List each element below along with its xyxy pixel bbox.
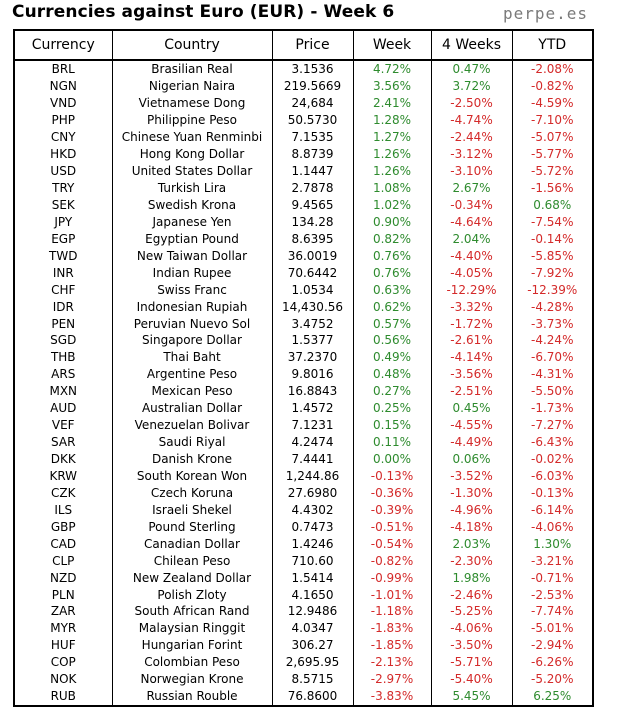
cell-4-weeks: 2.03% bbox=[431, 535, 512, 552]
cell-price: 4.4302 bbox=[272, 501, 353, 518]
cell-price: 8.5715 bbox=[272, 671, 353, 688]
cell-ytd: -6.26% bbox=[512, 654, 593, 671]
table-row bbox=[14, 417, 593, 434]
cell-week: 1.08% bbox=[353, 180, 431, 197]
cell-currency: AUD bbox=[14, 400, 112, 417]
cell-week: 0.27% bbox=[353, 383, 431, 400]
table-row bbox=[14, 383, 593, 400]
cell-ytd: -4.28% bbox=[512, 298, 593, 315]
cell-4-weeks: -1.72% bbox=[431, 315, 512, 332]
cell-week: -3.83% bbox=[353, 688, 431, 706]
cell-currency: ZAR bbox=[14, 603, 112, 620]
cell-ytd: -0.02% bbox=[512, 451, 593, 468]
cell-4-weeks: -4.96% bbox=[431, 501, 512, 518]
cell-ytd: -6.14% bbox=[512, 501, 593, 518]
cell-4-weeks: 0.45% bbox=[431, 400, 512, 417]
cell-price: 70.6442 bbox=[272, 264, 353, 281]
cell-week: 0.76% bbox=[353, 247, 431, 264]
cell-country: Japanese Yen bbox=[112, 213, 272, 230]
cell-country: Philippine Peso bbox=[112, 112, 272, 129]
cell-country: Swedish Krona bbox=[112, 197, 272, 214]
cell-price: 1.1447 bbox=[272, 163, 353, 180]
cell-price: 24,684 bbox=[272, 95, 353, 112]
cell-4-weeks: -3.52% bbox=[431, 468, 512, 485]
cell-price: 8.6395 bbox=[272, 230, 353, 247]
cell-price: 2,695.95 bbox=[272, 654, 353, 671]
table-row bbox=[14, 688, 593, 706]
table-row bbox=[14, 518, 593, 535]
cell-currency: PLN bbox=[14, 586, 112, 603]
cell-country: Israeli Shekel bbox=[112, 501, 272, 518]
cell-ytd: 0.68% bbox=[512, 197, 593, 214]
cell-ytd: -2.53% bbox=[512, 586, 593, 603]
cell-4-weeks: -4.64% bbox=[431, 213, 512, 230]
cell-price: 4.0347 bbox=[272, 620, 353, 637]
cell-country: Mexican Peso bbox=[112, 383, 272, 400]
cell-country: Russian Rouble bbox=[112, 688, 272, 706]
cell-currency: NGN bbox=[14, 78, 112, 95]
cell-currency: RUB bbox=[14, 688, 112, 706]
cell-ytd: -7.74% bbox=[512, 603, 593, 620]
cell-price: 9.4565 bbox=[272, 197, 353, 214]
cell-country: Brasilian Real bbox=[112, 60, 272, 78]
cell-ytd: 6.25% bbox=[512, 688, 593, 706]
cell-week: 1.26% bbox=[353, 163, 431, 180]
cell-week: -0.54% bbox=[353, 535, 431, 552]
table-row bbox=[14, 332, 593, 349]
cell-currency: CZK bbox=[14, 484, 112, 501]
table-row bbox=[14, 281, 593, 298]
cell-price: 8.8739 bbox=[272, 146, 353, 163]
cell-currency: KRW bbox=[14, 468, 112, 485]
cell-ytd: -6.03% bbox=[512, 468, 593, 485]
cell-4-weeks: -5.25% bbox=[431, 603, 512, 620]
cell-week: 0.11% bbox=[353, 434, 431, 451]
cell-price: 50.5730 bbox=[272, 112, 353, 129]
cell-week: -0.39% bbox=[353, 501, 431, 518]
cell-ytd: -5.01% bbox=[512, 620, 593, 637]
table-row bbox=[14, 230, 593, 247]
cell-country: Australian Dollar bbox=[112, 400, 272, 417]
table-row bbox=[14, 163, 593, 180]
cell-4-weeks: -4.49% bbox=[431, 434, 512, 451]
table-row bbox=[14, 637, 593, 654]
cell-week: -1.18% bbox=[353, 603, 431, 620]
cell-currency: VEF bbox=[14, 417, 112, 434]
cell-week: -0.82% bbox=[353, 552, 431, 569]
cell-country: Hong Kong Dollar bbox=[112, 146, 272, 163]
cell-ytd: -6.70% bbox=[512, 349, 593, 366]
cell-ytd: -7.10% bbox=[512, 112, 593, 129]
cell-currency: IDR bbox=[14, 298, 112, 315]
cell-4-weeks: -2.51% bbox=[431, 383, 512, 400]
cell-week: 0.00% bbox=[353, 451, 431, 468]
table-row bbox=[14, 180, 593, 197]
cell-ytd: -5.07% bbox=[512, 129, 593, 146]
cell-ytd: -5.50% bbox=[512, 383, 593, 400]
cell-ytd: -5.85% bbox=[512, 247, 593, 264]
cell-week: 0.90% bbox=[353, 213, 431, 230]
column-header-4-weeks: 4 Weeks bbox=[431, 30, 512, 60]
cell-week: 0.57% bbox=[353, 315, 431, 332]
cell-week: -0.13% bbox=[353, 468, 431, 485]
cell-price: 1.0534 bbox=[272, 281, 353, 298]
cell-price: 219.5669 bbox=[272, 78, 353, 95]
cell-price: 37.2370 bbox=[272, 349, 353, 366]
cell-4-weeks: -2.30% bbox=[431, 552, 512, 569]
cell-week: -1.83% bbox=[353, 620, 431, 637]
cell-week: 0.82% bbox=[353, 230, 431, 247]
cell-country: Chinese Yuan Renminbi bbox=[112, 129, 272, 146]
cell-currency: JPY bbox=[14, 213, 112, 230]
table-row bbox=[14, 146, 593, 163]
cell-country: Peruvian Nuevo Sol bbox=[112, 315, 272, 332]
table-row bbox=[14, 112, 593, 129]
cell-currency: COP bbox=[14, 654, 112, 671]
cell-currency: CAD bbox=[14, 535, 112, 552]
cell-ytd: -0.82% bbox=[512, 78, 593, 95]
table-row bbox=[14, 434, 593, 451]
cell-ytd: -4.24% bbox=[512, 332, 593, 349]
brand-watermark: perpe.es bbox=[502, 4, 588, 23]
column-header-ytd: YTD bbox=[512, 30, 593, 60]
cell-price: 710.60 bbox=[272, 552, 353, 569]
cell-ytd: -1.56% bbox=[512, 180, 593, 197]
cell-price: 16.8843 bbox=[272, 383, 353, 400]
cell-price: 1,244.86 bbox=[272, 468, 353, 485]
cell-currency: MXN bbox=[14, 383, 112, 400]
cell-week: -0.99% bbox=[353, 569, 431, 586]
cell-price: 7.4441 bbox=[272, 451, 353, 468]
table-row bbox=[14, 620, 593, 637]
cell-4-weeks: -3.32% bbox=[431, 298, 512, 315]
table-row bbox=[14, 315, 593, 332]
cell-price: 306.27 bbox=[272, 637, 353, 654]
cell-currency: DKK bbox=[14, 451, 112, 468]
cell-ytd: -12.39% bbox=[512, 281, 593, 298]
cell-country: New Taiwan Dollar bbox=[112, 247, 272, 264]
cell-ytd: -5.77% bbox=[512, 146, 593, 163]
cell-price: 7.1231 bbox=[272, 417, 353, 434]
table-row bbox=[14, 654, 593, 671]
cell-4-weeks: -4.40% bbox=[431, 247, 512, 264]
cell-currency: ILS bbox=[14, 501, 112, 518]
cell-price: 76.8600 bbox=[272, 688, 353, 706]
cell-week: 0.62% bbox=[353, 298, 431, 315]
cell-4-weeks: -5.40% bbox=[431, 671, 512, 688]
cell-currency: INR bbox=[14, 264, 112, 281]
cell-4-weeks: -5.71% bbox=[431, 654, 512, 671]
table-row bbox=[14, 400, 593, 417]
table-row bbox=[14, 569, 593, 586]
cell-4-weeks: -4.18% bbox=[431, 518, 512, 535]
cell-week: -1.01% bbox=[353, 586, 431, 603]
cell-4-weeks: -3.50% bbox=[431, 637, 512, 654]
cell-ytd: -2.08% bbox=[512, 60, 593, 78]
table-header-row bbox=[14, 30, 593, 60]
cell-week: 1.26% bbox=[353, 146, 431, 163]
cell-4-weeks: -4.05% bbox=[431, 264, 512, 281]
cell-price: 4.2474 bbox=[272, 434, 353, 451]
table-row bbox=[14, 671, 593, 688]
cell-week: 1.28% bbox=[353, 112, 431, 129]
cell-country: Saudi Riyal bbox=[112, 434, 272, 451]
table-row bbox=[14, 451, 593, 468]
cell-country: Indonesian Rupiah bbox=[112, 298, 272, 315]
cell-week: 0.76% bbox=[353, 264, 431, 281]
table-row bbox=[14, 213, 593, 230]
cell-country: Pound Sterling bbox=[112, 518, 272, 535]
cell-ytd: -6.43% bbox=[512, 434, 593, 451]
cell-currency: CLP bbox=[14, 552, 112, 569]
column-header-week: Week bbox=[353, 30, 431, 60]
cell-country: Colombian Peso bbox=[112, 654, 272, 671]
cell-country: United States Dollar bbox=[112, 163, 272, 180]
table-row bbox=[14, 60, 593, 78]
cell-price: 12.9486 bbox=[272, 603, 353, 620]
cell-country: Singapore Dollar bbox=[112, 332, 272, 349]
cell-week: 3.56% bbox=[353, 78, 431, 95]
cell-currency: PEN bbox=[14, 315, 112, 332]
cell-country: Indian Rupee bbox=[112, 264, 272, 281]
cell-ytd: -1.73% bbox=[512, 400, 593, 417]
cell-4-weeks: 2.04% bbox=[431, 230, 512, 247]
cell-country: Turkish Lira bbox=[112, 180, 272, 197]
cell-ytd: -2.94% bbox=[512, 637, 593, 654]
cell-4-weeks: -3.12% bbox=[431, 146, 512, 163]
cell-week: -2.97% bbox=[353, 671, 431, 688]
cell-4-weeks: -3.10% bbox=[431, 163, 512, 180]
cell-ytd: -4.31% bbox=[512, 366, 593, 383]
cell-currency: SGD bbox=[14, 332, 112, 349]
cell-currency: VND bbox=[14, 95, 112, 112]
cell-country: New Zealand Dollar bbox=[112, 569, 272, 586]
cell-week: 4.72% bbox=[353, 60, 431, 78]
cell-ytd: -5.20% bbox=[512, 671, 593, 688]
cell-week: 0.56% bbox=[353, 332, 431, 349]
page-title: Currencies against Euro (EUR) - Week 6 bbox=[12, 2, 395, 22]
cell-week: -1.85% bbox=[353, 637, 431, 654]
cell-country: Czech Koruna bbox=[112, 484, 272, 501]
table-row bbox=[14, 78, 593, 95]
column-header-currency: Currency bbox=[14, 30, 112, 60]
table-row bbox=[14, 468, 593, 485]
cell-4-weeks: -4.55% bbox=[431, 417, 512, 434]
cell-country: Hungarian Forint bbox=[112, 637, 272, 654]
cell-currency: TRY bbox=[14, 180, 112, 197]
cell-ytd: -0.71% bbox=[512, 569, 593, 586]
cell-4-weeks: -3.56% bbox=[431, 366, 512, 383]
cell-price: 1.4246 bbox=[272, 535, 353, 552]
cell-country: Venezuelan Bolivar bbox=[112, 417, 272, 434]
cell-price: 4.1650 bbox=[272, 586, 353, 603]
cell-country: Swiss Franc bbox=[112, 281, 272, 298]
cell-country: Nigerian Naira bbox=[112, 78, 272, 95]
currency-table bbox=[13, 29, 594, 707]
table-row bbox=[14, 501, 593, 518]
cell-country: South African Rand bbox=[112, 603, 272, 620]
cell-4-weeks: -4.14% bbox=[431, 349, 512, 366]
cell-currency: CNY bbox=[14, 129, 112, 146]
table-row bbox=[14, 484, 593, 501]
cell-currency: TWD bbox=[14, 247, 112, 264]
cell-country: Danish Krone bbox=[112, 451, 272, 468]
cell-4-weeks: -2.44% bbox=[431, 129, 512, 146]
cell-ytd: 1.30% bbox=[512, 535, 593, 552]
cell-price: 134.28 bbox=[272, 213, 353, 230]
table-row bbox=[14, 264, 593, 281]
cell-currency: CHF bbox=[14, 281, 112, 298]
cell-country: Egyptian Pound bbox=[112, 230, 272, 247]
cell-4-weeks: 5.45% bbox=[431, 688, 512, 706]
table-row bbox=[14, 129, 593, 146]
cell-price: 1.5414 bbox=[272, 569, 353, 586]
table-row bbox=[14, 197, 593, 214]
cell-week: 0.49% bbox=[353, 349, 431, 366]
cell-4-weeks: 0.47% bbox=[431, 60, 512, 78]
cell-price: 0.7473 bbox=[272, 518, 353, 535]
cell-price: 1.4572 bbox=[272, 400, 353, 417]
cell-price: 14,430.56 bbox=[272, 298, 353, 315]
cell-ytd: -3.21% bbox=[512, 552, 593, 569]
cell-country: Canadian Dollar bbox=[112, 535, 272, 552]
cell-price: 1.5377 bbox=[272, 332, 353, 349]
cell-currency: USD bbox=[14, 163, 112, 180]
table-row bbox=[14, 298, 593, 315]
cell-week: -0.51% bbox=[353, 518, 431, 535]
cell-country: South Korean Won bbox=[112, 468, 272, 485]
table-row bbox=[14, 586, 593, 603]
cell-currency: ARS bbox=[14, 366, 112, 383]
cell-country: Chilean Peso bbox=[112, 552, 272, 569]
cell-country: Vietnamese Dong bbox=[112, 95, 272, 112]
cell-ytd: -7.27% bbox=[512, 417, 593, 434]
table-row bbox=[14, 247, 593, 264]
cell-country: Polish Zloty bbox=[112, 586, 272, 603]
cell-currency: SAR bbox=[14, 434, 112, 451]
table-row bbox=[14, 366, 593, 383]
cell-week: 2.41% bbox=[353, 95, 431, 112]
cell-country: Thai Baht bbox=[112, 349, 272, 366]
cell-country: Malaysian Ringgit bbox=[112, 620, 272, 637]
cell-price: 2.7878 bbox=[272, 180, 353, 197]
cell-week: 0.48% bbox=[353, 366, 431, 383]
cell-currency: NOK bbox=[14, 671, 112, 688]
cell-currency: NZD bbox=[14, 569, 112, 586]
cell-currency: THB bbox=[14, 349, 112, 366]
cell-price: 9.8016 bbox=[272, 366, 353, 383]
cell-price: 36.0019 bbox=[272, 247, 353, 264]
cell-4-weeks: 3.72% bbox=[431, 78, 512, 95]
cell-currency: MYR bbox=[14, 620, 112, 637]
cell-week: 0.15% bbox=[353, 417, 431, 434]
cell-4-weeks: -12.29% bbox=[431, 281, 512, 298]
cell-currency: PHP bbox=[14, 112, 112, 129]
cell-4-weeks: -2.46% bbox=[431, 586, 512, 603]
cell-currency: EGP bbox=[14, 230, 112, 247]
cell-ytd: -0.13% bbox=[512, 484, 593, 501]
cell-4-weeks: -0.34% bbox=[431, 197, 512, 214]
table-row bbox=[14, 535, 593, 552]
cell-ytd: -3.73% bbox=[512, 315, 593, 332]
cell-4-weeks: -2.50% bbox=[431, 95, 512, 112]
cell-ytd: -5.72% bbox=[512, 163, 593, 180]
cell-price: 7.1535 bbox=[272, 129, 353, 146]
table-row bbox=[14, 552, 593, 569]
cell-ytd: -4.59% bbox=[512, 95, 593, 112]
cell-country: Norwegian Krone bbox=[112, 671, 272, 688]
cell-4-weeks: 0.06% bbox=[431, 451, 512, 468]
cell-week: -2.13% bbox=[353, 654, 431, 671]
cell-price: 3.4752 bbox=[272, 315, 353, 332]
cell-4-weeks: -1.30% bbox=[431, 484, 512, 501]
cell-week: -0.36% bbox=[353, 484, 431, 501]
cell-week: 0.25% bbox=[353, 400, 431, 417]
cell-4-weeks: 1.98% bbox=[431, 569, 512, 586]
cell-currency: HKD bbox=[14, 146, 112, 163]
cell-currency: SEK bbox=[14, 197, 112, 214]
cell-ytd: -7.54% bbox=[512, 213, 593, 230]
cell-week: 1.02% bbox=[353, 197, 431, 214]
cell-ytd: -7.92% bbox=[512, 264, 593, 281]
cell-price: 3.1536 bbox=[272, 60, 353, 78]
table-body bbox=[14, 60, 593, 706]
cell-4-weeks: 2.67% bbox=[431, 180, 512, 197]
cell-ytd: -4.06% bbox=[512, 518, 593, 535]
table-row bbox=[14, 603, 593, 620]
column-header-country: Country bbox=[112, 30, 272, 60]
cell-price: 27.6980 bbox=[272, 484, 353, 501]
cell-week: 1.27% bbox=[353, 129, 431, 146]
cell-currency: BRL bbox=[14, 60, 112, 78]
cell-week: 0.63% bbox=[353, 281, 431, 298]
cell-ytd: -0.14% bbox=[512, 230, 593, 247]
cell-currency: HUF bbox=[14, 637, 112, 654]
cell-4-weeks: -4.74% bbox=[431, 112, 512, 129]
column-header-price: Price bbox=[272, 30, 353, 60]
cell-4-weeks: -4.06% bbox=[431, 620, 512, 637]
cell-4-weeks: -2.61% bbox=[431, 332, 512, 349]
table-row bbox=[14, 95, 593, 112]
cell-country: Argentine Peso bbox=[112, 366, 272, 383]
table-row bbox=[14, 349, 593, 366]
cell-currency: GBP bbox=[14, 518, 112, 535]
